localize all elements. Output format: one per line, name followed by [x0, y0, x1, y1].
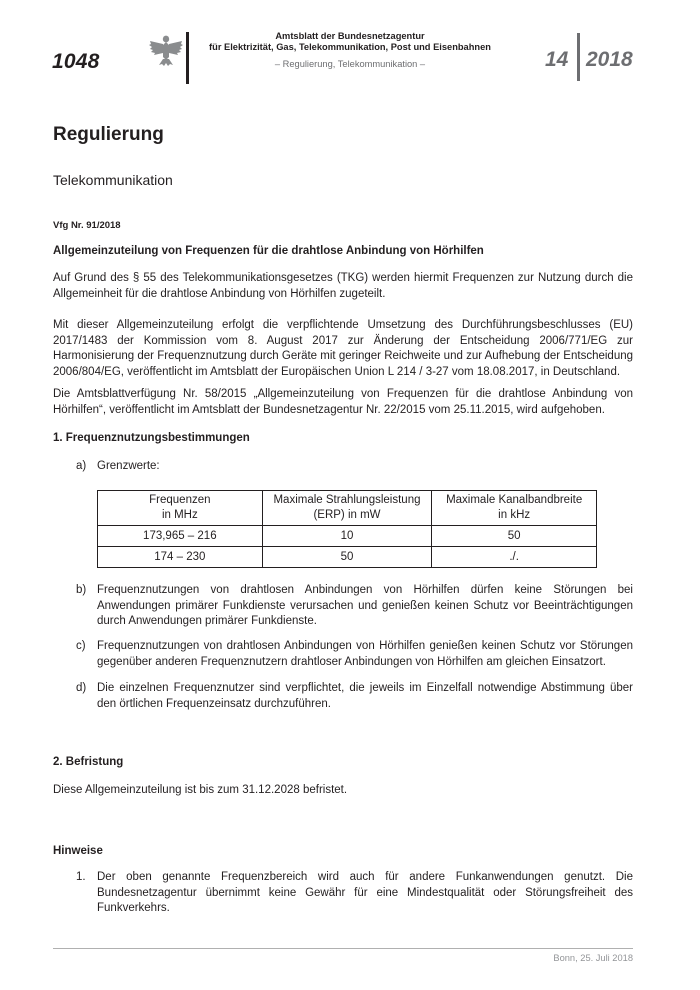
list-marker: c): [76, 640, 86, 652]
table-header-cell: Maximale Strahlungsleistung (ERP) in mW: [262, 491, 432, 526]
table-header-cell: Maximale Kanalbandbreite in kHz: [432, 491, 597, 526]
table-row: [98, 547, 597, 568]
notes-item: [53, 870, 633, 917]
paragraph-implementation: Mit dieser Allgemeinzuteilung erfolgt die verpflichtende Umsetzung des Durchführungsbeschlusses (EU) 2017/1483 der Kommission vom 8. August 2017 zur Änderung der Entscheidung 2006/771/EG zur Harmonisierung der Frequenznutzung durch Geräte mit geringer Reichweite und zur Aufhebung der Entscheidung 2006/804/EG, veröffentlicht im Amtsblatt der Europäischen Union L 214 / 3-27 vom 18.08.2017, in Deutschland.: [53, 319, 633, 378]
issue-number: 14: [545, 48, 569, 71]
table-cell: 173,965 – 216: [98, 526, 263, 547]
page-number: 1048: [52, 50, 100, 73]
table-cell: 50: [262, 547, 432, 568]
journal-title: Amtsblatt der Bundesnetzagentur: [275, 31, 425, 41]
list-item-d: [53, 681, 633, 712]
federal-eagle-icon: [148, 33, 184, 67]
notes-heading: Hinweise: [53, 845, 103, 857]
section1-heading: 1. Frequenznutzungsbestimmungen: [53, 432, 250, 444]
table-header-row: [98, 491, 597, 526]
table-cell: 174 – 230: [98, 547, 263, 568]
list-item-a: [53, 459, 633, 475]
paragraph-term: Diese Allgemeinzuteilung ist bis zum 31.12.2028 befristet.: [53, 784, 348, 796]
list-text: Die einzelnen Frequenznutzer sind verpflichtet, die jeweils im Einzelfall notwendige Abstimmung über den örtlichen Frequenzeinsatz durchzuführen.: [97, 682, 633, 710]
limits-table: [97, 490, 597, 568]
journal-title-block: [200, 31, 500, 70]
list-text: Grenzwerte:: [97, 460, 160, 472]
issue-divider: [577, 33, 580, 81]
footer-date: Bonn, 25. Juli 2018: [553, 953, 633, 963]
list-item-b: [53, 583, 633, 630]
list-marker: d): [76, 682, 87, 694]
paragraph-legal-basis: Auf Grund des § 55 des Telekommunikationsgesetzes (TKG) werden hiermit Frequenzen zur Nutzung durch die Allgemeinheit für die drahtlose Anbindung von Hörhilfen zugeteilt.: [53, 272, 633, 300]
table-cell: ./.: [432, 547, 597, 568]
journal-section: – Regulierung, Telekommunikation –: [274, 59, 426, 69]
decree-number: Vfg Nr. 91/2018: [53, 220, 121, 231]
list-marker: 1.: [76, 871, 86, 883]
table-cell: 10: [262, 526, 432, 547]
list-marker: a): [76, 460, 87, 472]
table-header-cell: Frequenzen in MHz: [98, 491, 263, 526]
paragraph-repeal: Die Amtsblattverfügung Nr. 58/2015 „Allgemeinzuteilung von Frequenzen für die drahtlose Anbindung von Hörhilfen“, veröffentlicht im Amtsblatt der Bundesnetzagentur Nr. 22/2015 vom 25.11.2015, wird aufgehoben.: [53, 388, 633, 416]
table-cell: 50: [432, 526, 597, 547]
section-title: Regulierung: [53, 124, 164, 145]
page-header: [0, 0, 700, 90]
subsection-title: Telekommunikation: [53, 172, 173, 188]
section2-heading: 2. Befristung: [53, 756, 124, 768]
footer-divider: [53, 948, 633, 949]
document-title: Allgemeinzuteilung von Frequenzen für die drahtlose Anbindung von Hörhilfen: [53, 245, 484, 257]
list-item-c: [53, 639, 633, 670]
journal-subtitle: für Elektrizität, Gas, Telekommunikation, Post und Eisenbahnen: [209, 42, 491, 52]
list-text: Der oben genannte Frequenzbereich wird auch für andere Funkanwendungen genutzt. Die Bundesnetzagentur übernimmt keine Gewähr für eine Mindestqualität oder Störungsfreiheit des Funkverkehrs.: [97, 871, 633, 914]
issue-year: 2018: [586, 48, 633, 71]
header-divider: [186, 32, 189, 84]
list-text: Frequenznutzungen von drahtlosen Anbindungen von Hörhilfen genießen keinen Schutz vor Störungen gegenüber anderen Frequenznutzern drahtloser Anbindungen von Hörhilfen am gleichen Einsatzort.: [97, 640, 633, 668]
list-text: Frequenznutzungen von drahtlosen Anbindungen von Hörhilfen dürfen keine Störungen bei Anwendungen primärer Funkdienste verursachen und genießen keinen Schutz vor Beeinträchtigungen durch Anwendungen primärer Funkdienste.: [97, 584, 633, 627]
list-marker: b): [76, 584, 87, 596]
table-row: [98, 526, 597, 547]
